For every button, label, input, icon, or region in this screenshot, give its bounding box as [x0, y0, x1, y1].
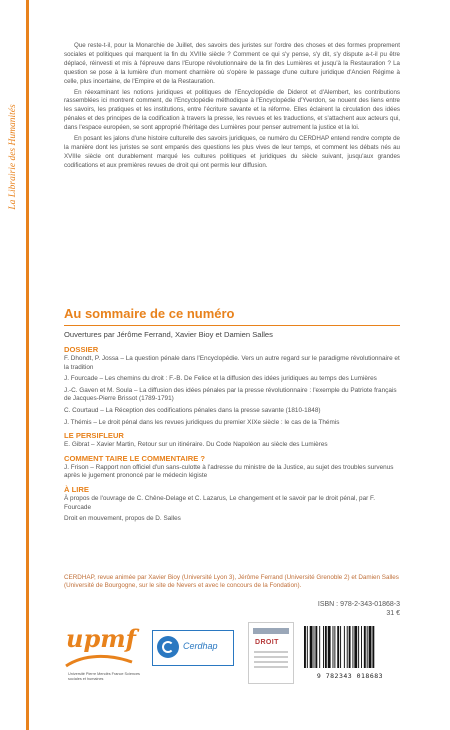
barcode-bars-icon — [300, 624, 400, 670]
toc-entry: Droit en mouvement, propos de D. Salles — [64, 515, 181, 523]
toc-entry: J.-C. Gaven et M. Soula – La diffusion des idées pénales par la presse révolutionnaire : l'exemple du Patriote français de Jacques-Pierre Brissot (1789-1791) — [64, 386, 397, 403]
section-heading-dossier: DOSSIER — [64, 345, 99, 354]
editorial-credit: CERDHAP, revue animée par Xavier Bioy (Université Lyon 3), Jérôme Ferrand (Université Grenoble 2) et Damien Salles (Université de Bourgogne, sur le site de Nevers et avec le concours de la Fondation). — [64, 574, 399, 590]
section-heading-commentaire: COMMENT TAIRE LE COMMENTAIRE ? — [64, 453, 206, 463]
toc-entry: J. Frison – Rapport non officiel d'un sans-culotte à l'adresse du ministre de la Justice, au sujet des troubles survenus après le jugement prononcé par le médecin légiste — [64, 463, 394, 480]
isbn-block — [300, 600, 400, 618]
droit-wordmark: DROIT — [255, 639, 279, 646]
droit-header-bar — [253, 628, 289, 634]
intro-paragraph: En réexaminant les notions juridiques et politiques de l'Encyclopédie de Diderot et d'Alembert, les contributions rassemblées ici montrent comment, de l'Encyclopédie méthodique à l'Encyclopédie d'Yverdon, se nouent des liens entre les savoirs, les pratiques et les institutions, entre l'écriture savante et la réforme. Elles éclairent la circulation des idées pénales et des principes de la codification à travers la presse, les revues et les traductions, et s'attachent aux acteurs qui, dans l'espace européen, se sont approprié l'héritage des Lumières pour penser autrement la justice et la loi. — [64, 88, 400, 132]
upmf-swoosh-icon — [64, 652, 134, 670]
intro-text — [64, 42, 400, 173]
logo-strip — [64, 618, 279, 690]
cerdhap-logo — [152, 630, 234, 666]
toc-entry: J. Fourcade – Les chemins du droit : F.-B. De Felice et la diffusion des idées juridiques au temps des Lumières — [64, 375, 377, 383]
toc-entry: F. Dhondt, P. Jossa – La question pénale dans l'Encyclopédie. Vers un autre regard sur le paradigme révolutionnaire et la tradition — [64, 355, 400, 371]
toc-entry: À propos de l'ouvrage de C. Chêne-Delage et C. Lazarus, Le changement et le savoir par le droit pénal, par F. Fourcade — [64, 494, 375, 511]
toc-entry: E. Gibrat – Xavier Martin, Retour sur un itinéraire. Du Code Napoléon au siècle des Lumières — [64, 441, 328, 449]
summary-title: Au sommaire de ce numéro — [64, 306, 235, 321]
intro-paragraph: Que reste-t-il, pour la Monarchie de Juillet, des savoirs des juristes sur l'ordre des choses et des formes proprement sociales et politiques qui marquent la fin du XVIIIe siècle ? Comment ce qui s'y pense, s'y dit, s'y dispute a-t-il pu être déplacé, réinvesti et mis à l'épreuve dans l'Europe révolutionnaire de la fin des Lumières et jusqu'à la Restauration ? La question se pose à la lumière d'un moment charnière où s'opère le passage d'une culture juridique d'Ancien Régime à celle, plus incertaine, de l'Empire et de la Restauration. — [64, 42, 400, 85]
cerdhap-emblem-icon — [157, 636, 179, 658]
upmf-logo — [64, 618, 142, 688]
upmf-caption: Université Pierre Mendès France Sciences sociales et humaines — [68, 672, 140, 681]
toc-entry: C. Courtaud – La Réception des codifications pénales dans la presse savante (1810-1848) — [64, 406, 321, 414]
summary-divider — [64, 325, 400, 326]
section-heading-persifleur: LE PERSIFLEUR — [64, 431, 124, 441]
spine-label-area — [0, 40, 26, 280]
price: 31 € — [386, 610, 400, 617]
droit-text-lines — [254, 651, 288, 671]
barcode — [300, 624, 400, 682]
isbn-number: ISBN : 978-2-343-01868-3 — [317, 601, 400, 608]
cerdhap-wordmark: Cerdhap — [183, 641, 218, 651]
openings-line: Ouvertures par Jérôme Ferrand, Xavier Bioy et Damien Salles — [64, 330, 273, 339]
table-of-contents — [64, 330, 400, 527]
barcode-number: 9 782343 018683 — [316, 672, 384, 680]
section-heading-a-lire: À LIRE — [64, 484, 89, 494]
intro-paragraph: En posant les jalons d'une histoire culturelle des savoirs juridiques, ce numéro du CERDHAP entend rendre compte de la manière dont les juristes se sont emparés des questions les plus vives de leur temps, et comment les débats nés au XVIIIe siècle ont durablement marqué les cultures politiques et juridiques du siècle suivant, jusqu'aux grandes codifications et aux premières revues de droit qui ont permis leur diffusion. — [64, 135, 400, 169]
toc-entry: J. Thémis – Le droit pénal dans les revues juridiques du premier XIXe siècle : le cas de la Thémis — [64, 418, 340, 426]
upmf-wordmark: upmf — [66, 624, 136, 653]
droit-logo — [248, 622, 294, 684]
series-name: La Librairie des Humanités — [8, 104, 18, 210]
